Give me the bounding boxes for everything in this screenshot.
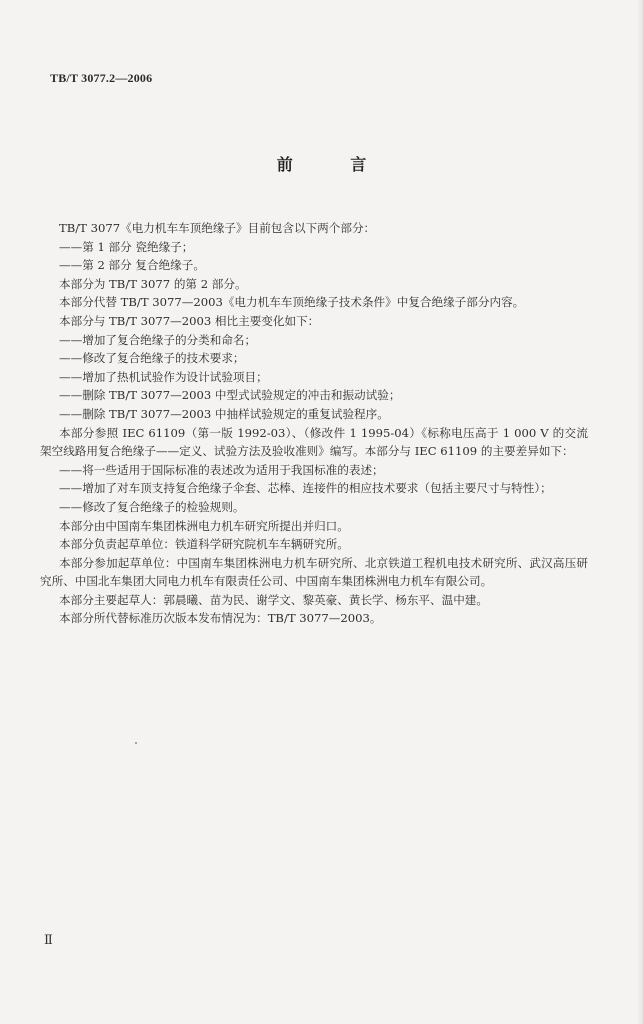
list-item: ——第 2 部分 复合绝缘子。: [59, 258, 205, 273]
foreword-body: [40, 219, 588, 628]
list-item: ——删除 TB/T 3077—2003 中型式试验规定的冲击和振动试验；: [59, 388, 401, 403]
list-item: ——删除 TB/T 3077—2003 中抽样试验规定的重复试验程序。: [59, 406, 389, 421]
paragraph: 本部分为 TB/T 3077 的第 2 部分。: [59, 276, 247, 291]
paragraph: 本部分负责起草单位：铁道科学研究院机车车辆研究所。: [59, 537, 349, 552]
list-item: ——增加了热机试验作为设计试验项目；: [59, 369, 268, 384]
list-item: ——修改了复合绝缘子的检验规则。: [59, 499, 245, 514]
list-item: ——第 1 部分 瓷绝缘子；: [59, 239, 194, 254]
paragraph: 本部分参加起草单位：中国南车集团株洲电力机车研究所、北京铁道工程机电技术研究所、武汉高压研究所、中国北车集团大同电力机车有限责任公司、中国南车集团株洲电力机车有限公司。: [40, 555, 588, 589]
page-number: Ⅱ: [44, 932, 53, 947]
list-item: ——修改了复合绝缘子的技术要求；: [59, 351, 245, 366]
standard-code: TB/T 3077.2—2006: [50, 71, 153, 85]
paragraph: 本部分与 TB/T 3077—2003 相比主要变化如下：: [59, 313, 320, 328]
paragraph: 本部分主要起草人：郭晨曦、苗为民、谢学文、黎英豪、黄长学、杨东平、温中建。: [59, 592, 488, 607]
paragraph: 本部分参照 IEC 61109（第一版 1992-03）、（修改件 1 1995-04）《标称电压高于 1 000 V 的交流架空线路用复合绝缘子——定义、试验方法及验收准则》编写。本部分与 IEC 61109 的主要差异如下：: [40, 425, 588, 459]
paragraph: 本部分由中国南车集团株洲电力机车研究所提出并归口。: [59, 518, 349, 533]
list-item: ——增加了对车顶支持复合绝缘子伞套、芯棒、连接件的相应技术要求（包括主要尺寸与特性）；: [59, 481, 552, 496]
paragraph: 本部分代替 TB/T 3077—2003《电力机车车顶绝缘子技术条件》中复合绝缘子部分内容。: [59, 295, 525, 310]
page-title: 前 言: [276, 155, 393, 174]
list-item: ——增加了复合绝缘子的分类和命名；: [59, 332, 257, 347]
list-item: ——将一些适用于国际标准的表述改为适用于我国标准的表述；: [59, 462, 384, 477]
scan-speck: [135, 742, 137, 744]
paragraph: 本部分所代替标准历次版本发布情况为：TB/T 3077—2003。: [59, 611, 382, 626]
paragraph: TB/T 3077《电力机车车顶绝缘子》目前包含以下两个部分：: [59, 221, 376, 235]
